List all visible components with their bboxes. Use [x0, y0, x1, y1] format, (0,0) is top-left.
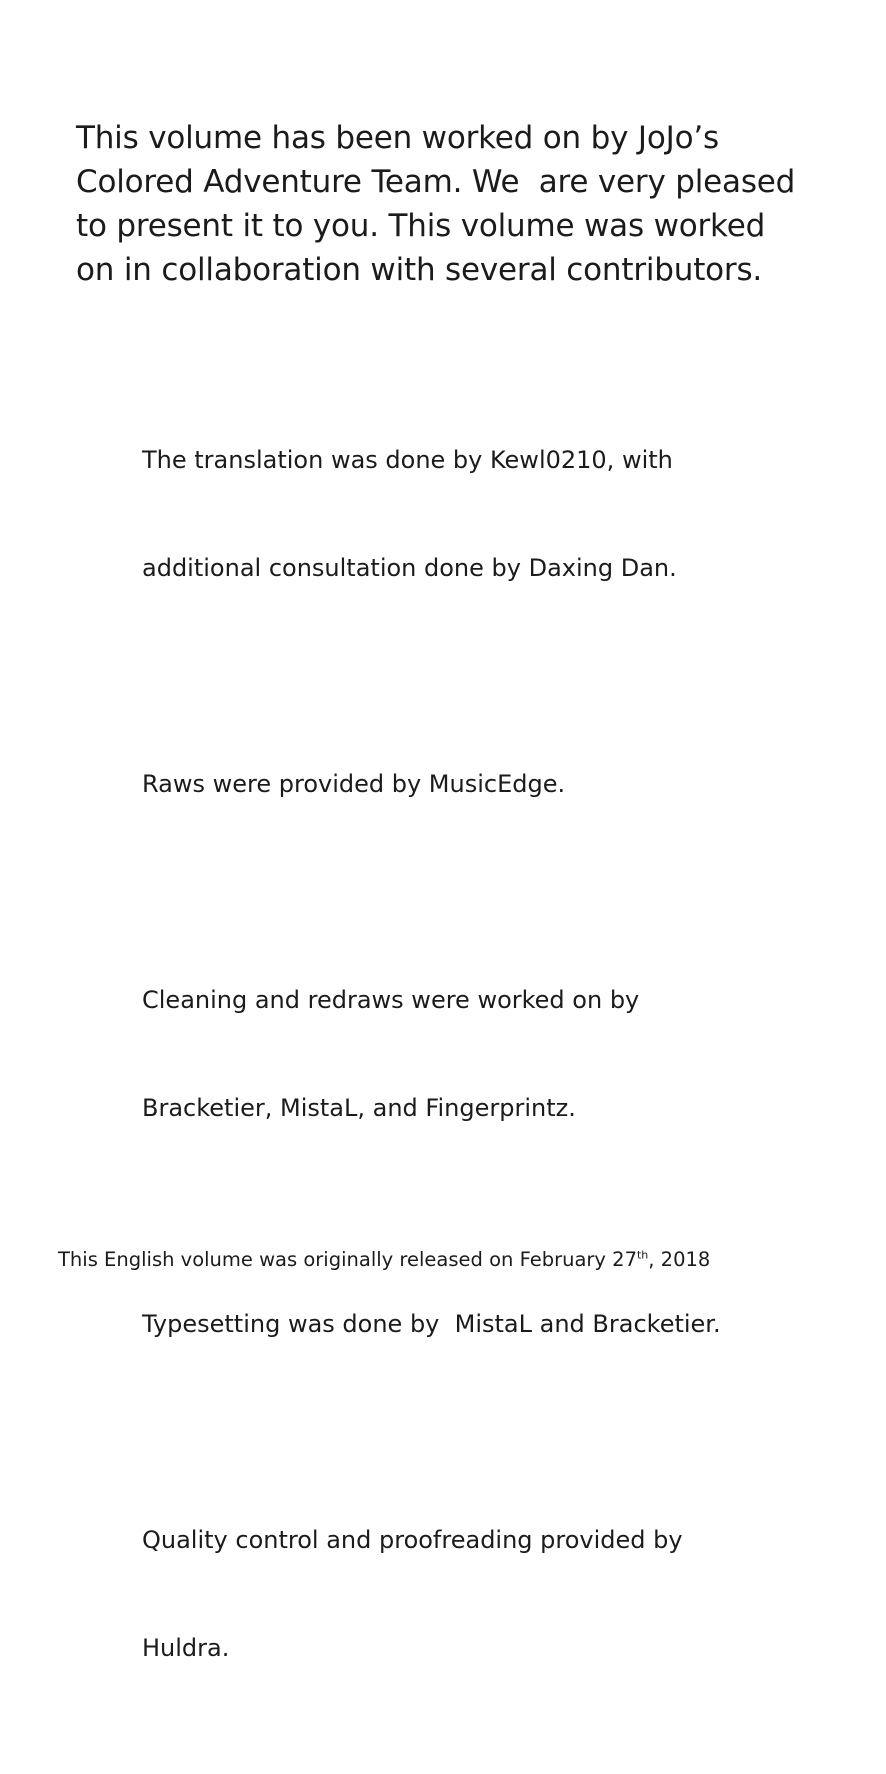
intro-line: on in collaboration with several contributors. [76, 252, 763, 288]
credit-line: Bracketier, MistaL, and Fingerprintz. [142, 1094, 576, 1122]
credit-line: Cleaning and redraws were worked on by [142, 986, 640, 1014]
release-note-prefix: This English volume was originally released on February 27 [58, 1248, 637, 1271]
credit-line: Raws were provided by MusicEdge. [142, 770, 566, 798]
credit-line: Typesetting was done by MistaL and Bracketier. [142, 1310, 721, 1338]
release-note-suffix: , 2018 [648, 1248, 711, 1271]
credit-cleaning-redraws [142, 910, 822, 1198]
intro-line: Colored Adventure Team. We are very pleased [76, 164, 796, 200]
credit-translation [142, 370, 822, 658]
intro-line: to present it to you. This volume was worked [76, 208, 766, 244]
credit-quality-control [142, 1450, 822, 1738]
credit-line: Huldra. [142, 1634, 230, 1662]
intro-paragraph [76, 116, 836, 292]
ordinal-suffix: th [636, 1248, 649, 1262]
credit-line: Quality control and proofreading provided by [142, 1526, 683, 1554]
credit-line: The translation was done by Kewl0210, with [142, 446, 673, 474]
intro-line: This volume has been worked on by JoJo’s [76, 120, 719, 156]
release-date-note [58, 1246, 838, 1274]
credits-list [142, 370, 822, 1774]
credit-raws [142, 694, 822, 874]
credit-line: additional consultation done by Daxing Dan. [142, 554, 677, 582]
